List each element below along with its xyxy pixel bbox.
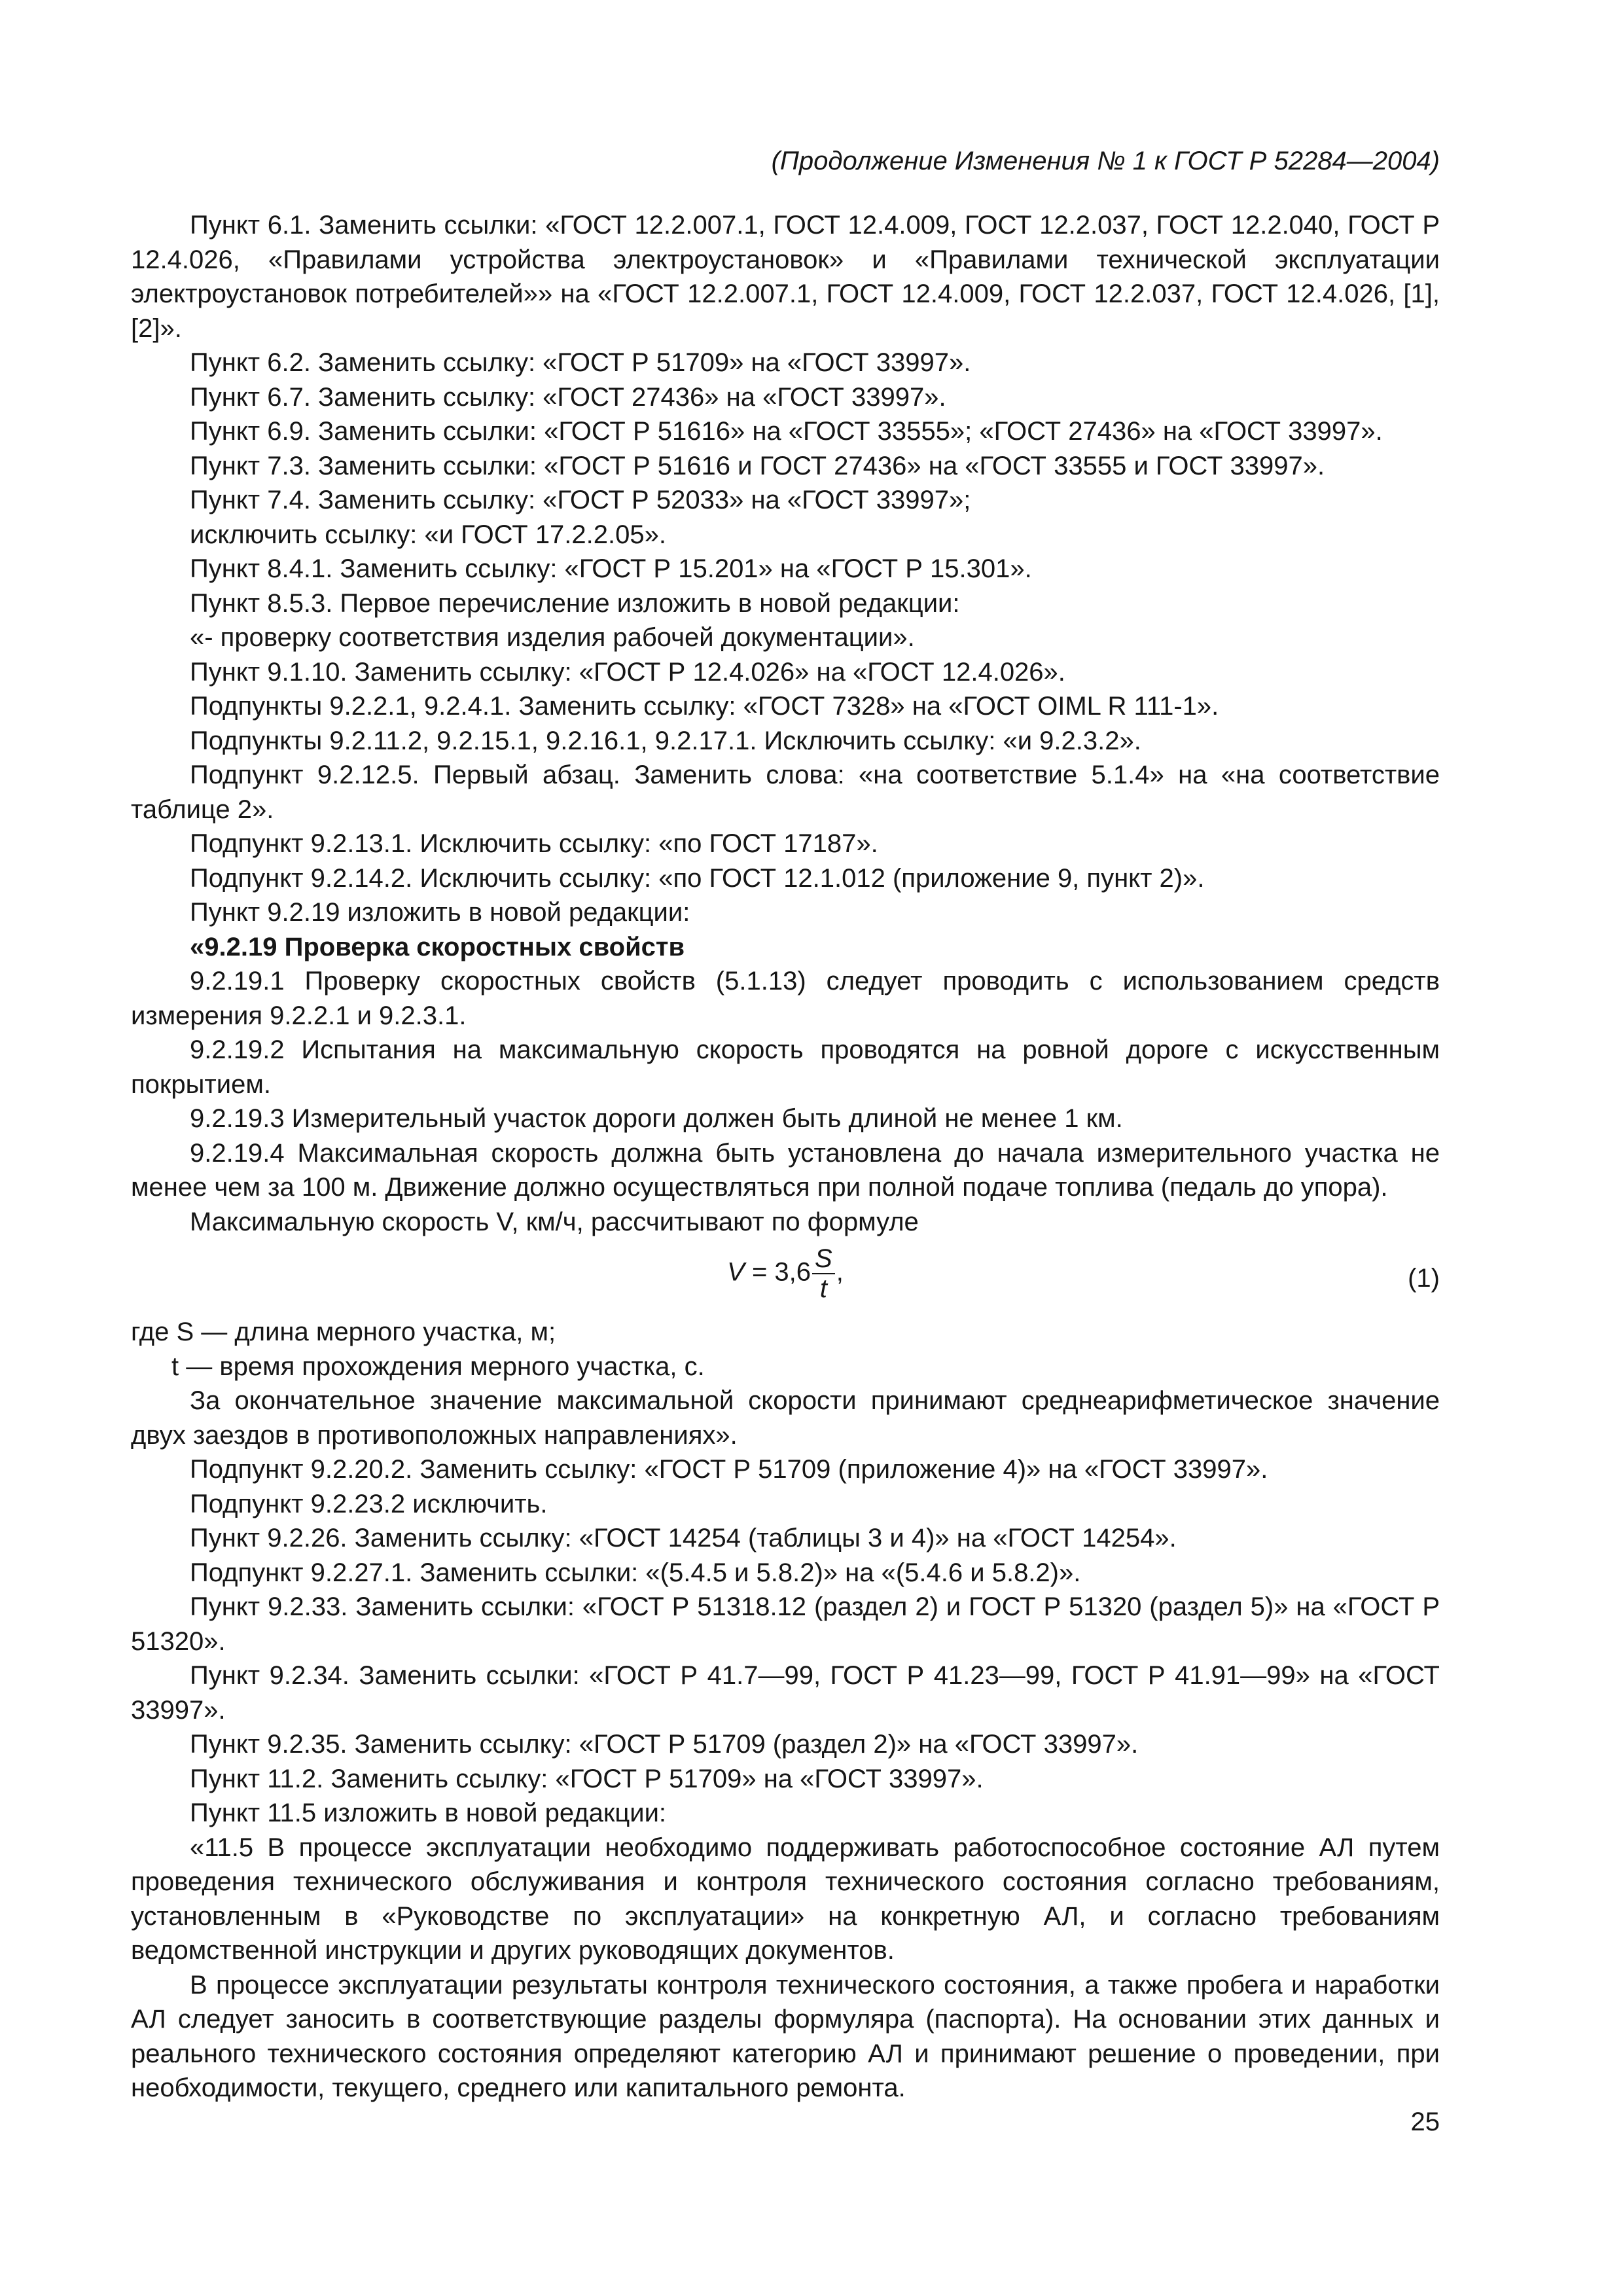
where-line: t — время прохождения мерного участка, с.	[171, 1352, 705, 1381]
paragraph: «- проверку соответствия изделия рабочей документации».	[190, 623, 915, 652]
paragraph: Пункт 8.4.1. Заменить ссылку: «ГОСТ Р 15.201» на «ГОСТ Р 15.301».	[190, 554, 1032, 583]
formula-fraction	[812, 1244, 835, 1303]
document-body	[131, 208, 1440, 2106]
section-heading: «9.2.19 Проверка скоростных свойств	[190, 932, 685, 961]
formula-tail: ,	[836, 1257, 844, 1287]
page-number: 25	[1410, 2108, 1440, 2136]
formula-numerator: S	[812, 1244, 835, 1274]
formula-coefficient: = 3,6	[744, 1257, 812, 1287]
speed-formula	[131, 1244, 1440, 1311]
paragraph: Пункт 11.5 изложить в новой редакции:	[190, 1799, 667, 1827]
paragraph: Подпункт 9.2.27.1. Заменить ссылки: «(5.4.5 и 5.8.2)» на «(5.4.6 и 5.8.2)».	[190, 1558, 1081, 1587]
formula-number: (1)	[1408, 1264, 1440, 1293]
where-line: где S — длина мерного участка, м;	[131, 1318, 556, 1346]
formula-denominator: t	[819, 1274, 827, 1303]
formula-lhs: V	[727, 1257, 745, 1287]
paragraph: 9.2.19.1 Проверку скоростных свойств (5.1.13) следует проводить с использованием средств измерения 9.2.2.1 и 9.2.3.1.	[131, 967, 1440, 1030]
paragraph: Подпункт 9.2.23.2 исключить.	[190, 1489, 548, 1518]
paragraph: 9.2.19.4 Максимальная скорость должна быть установлена до начала измерительного участка не менее чем за 100 м. Движение должно осуществляться при полной подаче топлива (педаль до упора).	[131, 1138, 1440, 1202]
paragraph: Подпункт 9.2.14.2. Исключить ссылку: «по ГОСТ 12.1.012 (приложение 9, пункт 2)».	[190, 863, 1205, 893]
paragraph: 9.2.19.3 Измерительный участок дороги должен быть длиной не менее 1 км.	[190, 1104, 1123, 1133]
paragraph: Подпункты 9.2.2.1, 9.2.4.1. Заменить ссылку: «ГОСТ 7328» на «ГОСТ OIML R 111-1».	[190, 692, 1219, 721]
paragraph: Пункт 7.4. Заменить ссылку: «ГОСТ Р 52033» на «ГОСТ 33997»;	[190, 486, 971, 514]
paragraph: Пункт 9.1.10. Заменить ссылку: «ГОСТ Р 12.4.026» на «ГОСТ 12.4.026».	[190, 657, 1065, 687]
paragraph: Подпункты 9.2.11.2, 9.2.15.1, 9.2.16.1, 9.2.17.1. Исключить ссылку: «и 9.2.3.2».	[190, 726, 1141, 755]
paragraph: Пункт 9.2.34. Заменить ссылки: «ГОСТ Р 41.7—99, ГОСТ Р 41.23—99, ГОСТ Р 41.91—99» на «ГОСТ 33997».	[131, 1661, 1440, 1725]
paragraph: Пункт 6.9. Заменить ссылки: «ГОСТ Р 51616» на «ГОСТ 33555»; «ГОСТ 27436» на «ГОСТ 33997».	[190, 417, 1383, 446]
formula-expression	[131, 1244, 1440, 1303]
paragraph: Пункт 6.7. Заменить ссылку: «ГОСТ 27436» на «ГОСТ 33997».	[190, 382, 946, 412]
paragraph: В процессе эксплуатации результаты контроля технического состояния, а также пробега и наработки АЛ следует заносить в соответствующие разделы формуляра (паспорта). На основании этих данных и реального технического состояния определяют категорию АЛ и принимают решение о проведении, при необходимости, текущего, среднего или капитального ремонта.	[131, 1970, 1440, 2102]
paragraph: Максимальную скорость V, км/ч, рассчитывают по формуле	[190, 1207, 919, 1236]
paragraph: Пункт 8.5.3. Первое перечисление изложить в новой редакции:	[190, 588, 960, 618]
paragraph: 9.2.19.2 Испытания на максимальную скорость проводятся на ровной дороге с искусственным покрытием.	[131, 1035, 1440, 1099]
paragraph: Пункт 7.3. Заменить ссылки: «ГОСТ Р 51616 и ГОСТ 27436» на «ГОСТ 33555 и ГОСТ 33997».	[190, 451, 1325, 480]
paragraph: исключить ссылку: «и ГОСТ 17.2.2.05».	[190, 520, 666, 549]
paragraph: Пункт 9.2.19 изложить в новой редакции:	[190, 898, 690, 927]
paragraph: Подпункт 9.2.12.5. Первый абзац. Заменить слова: «на соответствие 5.1.4» на «на соответствие таблице 2».	[131, 761, 1440, 824]
paragraph: Подпункт 9.2.20.2. Заменить ссылку: «ГОСТ Р 51709 (приложение 4)» на «ГОСТ 33997».	[190, 1455, 1268, 1484]
paragraph: Подпункт 9.2.13.1. Исключить ссылку: «по ГОСТ 17187».	[190, 829, 878, 858]
paragraph: За окончательное значение максимальной скорости принимают среднеарифметическое значение двух заездов в противоположных направлениях».	[131, 1386, 1440, 1450]
paragraph: Пункт 11.2. Заменить ссылку: «ГОСТ Р 51709» на «ГОСТ 33997».	[190, 1764, 984, 1793]
paragraph: Пункт 6.2. Заменить ссылку: «ГОСТ Р 51709» на «ГОСТ 33997».	[190, 348, 971, 377]
paragraph: Пункт 6.1. Заменить ссылки: «ГОСТ 12.2.007.1, ГОСТ 12.4.009, ГОСТ 12.2.037, ГОСТ 12.2.040, ГОСТ Р 12.4.026, «Правилами устройства электроустановок» и «Правилами технической эксплуатации электроустановок потребителей»» на «ГОСТ 12.2.007.1, ГОСТ 12.4.009, ГОСТ 12.2.037, ГОСТ 12.4.026, [1], [2]».	[131, 211, 1440, 343]
paragraph: Пункт 9.2.33. Заменить ссылки: «ГОСТ Р 51318.12 (раздел 2) и ГОСТ Р 51320 (раздел 5)» на «ГОСТ Р 51320».	[131, 1592, 1440, 1656]
paragraph: Пункт 9.2.35. Заменить ссылку: «ГОСТ Р 51709 (раздел 2)» на «ГОСТ 33997».	[190, 1730, 1139, 1759]
continuation-header: (Продолжение Изменения № 1 к ГОСТ Р 52284—2004)	[771, 147, 1440, 175]
paragraph: Пункт 9.2.26. Заменить ссылку: «ГОСТ 14254 (таблицы 3 и 4)» на «ГОСТ 14254».	[190, 1524, 1177, 1552]
paragraph: «11.5 В процессе эксплуатации необходимо поддерживать работоспособное состояние АЛ путем проведения технического обслуживания и контроля технического состояния согласно требованиям, установленным в «Руководстве по эксплуатации» на конкретную АЛ, и согласно требованиям ведомственной инструкции и других руководящих документов.	[131, 1833, 1440, 1965]
